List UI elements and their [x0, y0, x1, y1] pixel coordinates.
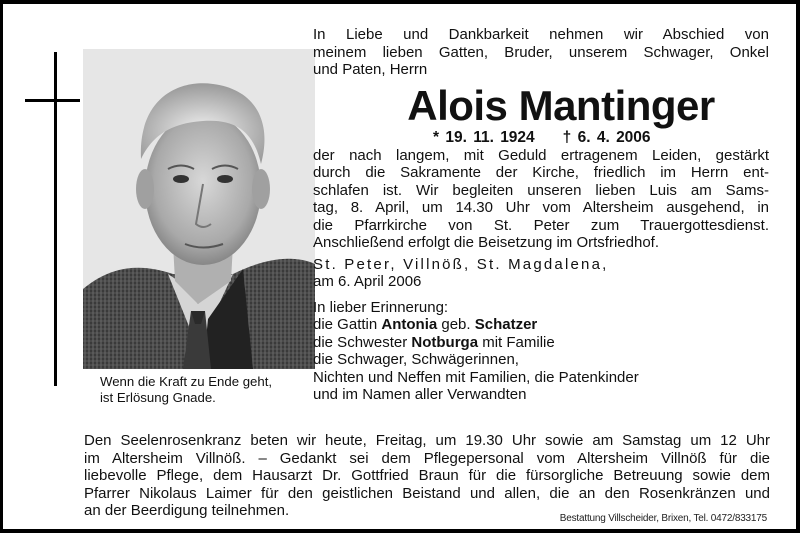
family-line: und im Namen aller Verwandten: [313, 386, 527, 403]
cross-icon-vertical: [54, 52, 57, 386]
thanks-line: im Altersheim Villnöß. – Gedankt sei dem Pflegepersonal vom Altersheim Villnöß für die: [84, 449, 770, 467]
details-line: Anschließend erfolgt die Beisetzung im Ortsfriedhof.: [313, 234, 660, 251]
family-sister: [313, 334, 769, 352]
deceased-name: Alois Mantinger: [407, 81, 715, 129]
details-line: schlafen ist. Wir begleiten unseren lieben Luis am Sams-: [313, 181, 769, 199]
family-line: Nichten und Neffen mit Familien, die Patenkinder: [313, 368, 639, 386]
sister-name: Notburga: [411, 333, 479, 351]
intro-line: meinem lieben Gatten, Bruder, unserem Schwager, Onkel: [313, 43, 769, 61]
text: die Schwester: [313, 333, 412, 351]
funeral-details: [313, 147, 769, 252]
thanks-line: Pfarrer Nikolaus Laimer für den geistlichen Beistand und allen, die an den Rosenkränzen und: [84, 484, 770, 502]
thanks-line: Den Seelenrosenkranz beten wir heute, Freitag, um 19.30 Uhr sowie am Samstag um 12 Uhr: [84, 432, 770, 449]
death-date: † 6. 4. 2006: [562, 128, 651, 146]
announcement-column: [313, 26, 769, 404]
text: mit Familie: [478, 333, 555, 351]
portrait-photo: [83, 49, 315, 369]
details-line: die Pfarrkirche von St. Peter zum Trauergottesdienst.: [313, 216, 769, 234]
details-line: der nach langem, mit Geduld ertragenem Leiden, gestärkt: [313, 146, 769, 164]
obituary-notice: [3, 4, 796, 529]
thanks-line: liebevolle Pflege, dem Hausarzt Dr. Gottfried Braun für die fürsorgliche Betreuung sowie dem: [84, 467, 770, 484]
intro-line: In Liebe und Dankbarkeit nehmen wir Abschied von: [313, 26, 769, 43]
family-wife: [313, 316, 769, 334]
caption-line: ist Erlösung Gnade.: [100, 390, 216, 405]
caption-line: Wenn die Kraft zu Ende geht,: [100, 374, 273, 389]
details-line: tag, 8. April, um 14.30 Uhr vom Altersheim ausgehend, in: [313, 199, 769, 216]
intro-paragraph: [313, 26, 769, 79]
text: geb.: [437, 316, 475, 333]
photo-caption: [100, 374, 272, 406]
text: die Gattin: [313, 316, 382, 333]
details-line: durch die Sakramente der Kirche, friedlich im Herrn ent-: [313, 164, 769, 181]
funeral-home-credit: Bestattung Villscheider, Brixen, Tel. 0472/833175: [559, 513, 767, 524]
memory-heading: In lieber Erinnerung:: [313, 298, 449, 316]
family-line: die Schwager, Schwägerinnen,: [313, 351, 519, 368]
date-line: am 6. April 2006: [313, 273, 422, 290]
portrait-image: [83, 49, 315, 369]
wife-maiden-name: Schatzer: [474, 316, 538, 333]
cross-icon-horizontal: [25, 99, 80, 102]
life-dates: [313, 129, 769, 147]
wife-name: Antonia: [381, 316, 438, 333]
intro-line: und Paten, Herrn: [313, 61, 428, 78]
thanks-line: an der Beerdigung teilnehmen.: [84, 502, 290, 519]
thanks-paragraph: [84, 432, 770, 520]
place-line: St. Peter, Villnöß, St. Magdalena,: [313, 255, 609, 273]
birth-date: * 19. 11. 1924: [433, 128, 535, 146]
